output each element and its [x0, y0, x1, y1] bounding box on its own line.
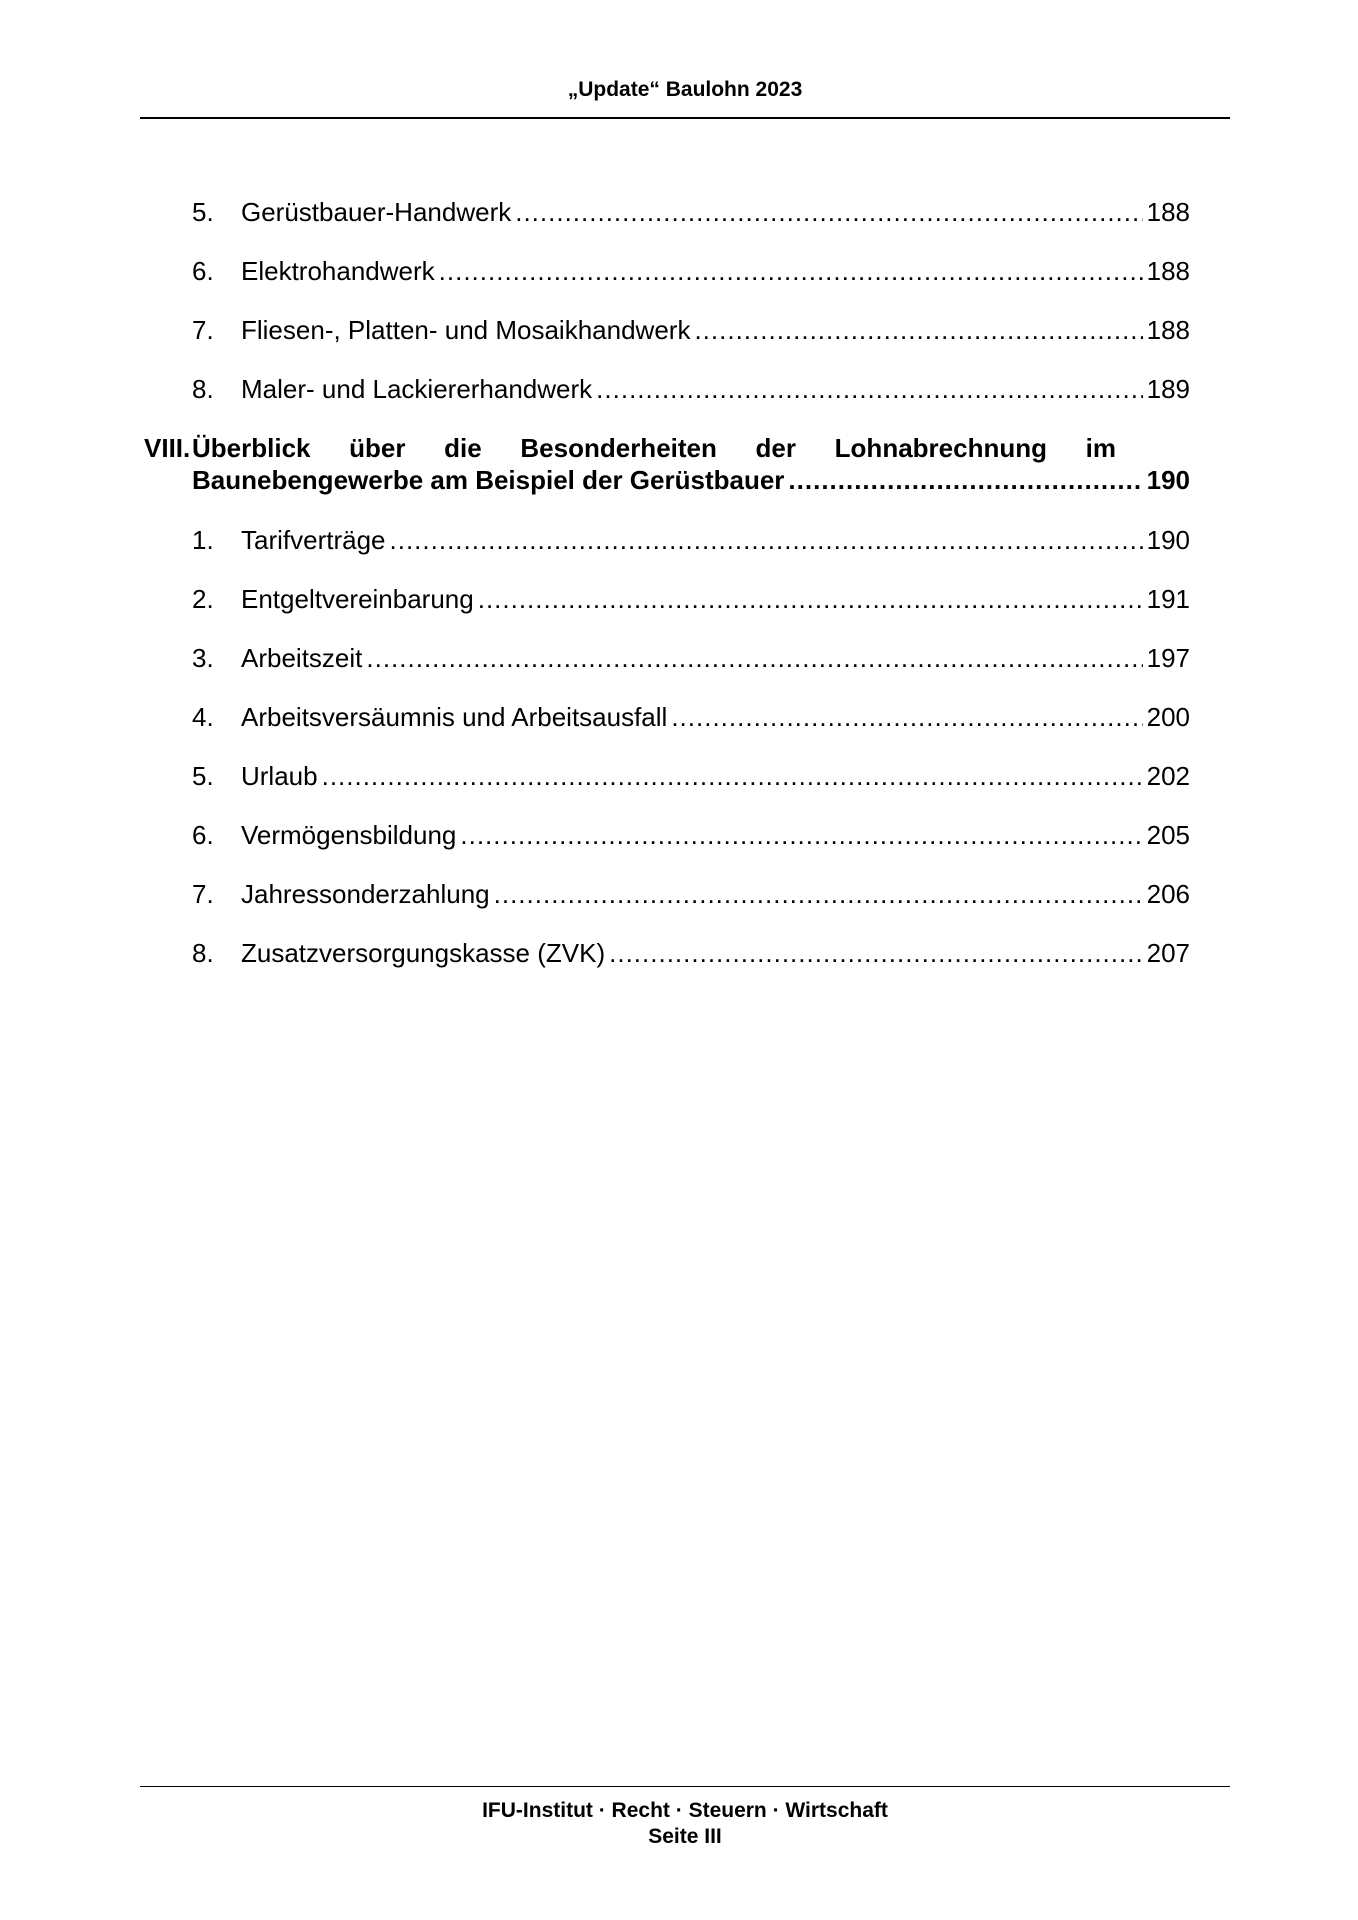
toc-entry-number: 7.	[192, 315, 214, 345]
toc-entry[interactable]	[140, 312, 1190, 348]
dot-leader	[390, 522, 1143, 558]
toc-entry-page: 188	[1146, 256, 1190, 286]
toc-entry[interactable]	[140, 817, 1190, 853]
toc-entry-page: 190	[1146, 525, 1190, 555]
toc-entry-number: 6.	[192, 820, 214, 850]
toc-entry-label: Arbeitszeit	[241, 643, 363, 673]
section-word: Besonderheiten	[520, 433, 717, 463]
toc-entry[interactable]	[140, 371, 1190, 407]
toc-entry-label: Arbeitsversäumnis und Arbeitsausfall	[241, 702, 668, 732]
toc-entry-label: Jahressonderzahlung	[241, 879, 490, 909]
toc-entry-label: Gerüstbauer-Handwerk	[241, 197, 512, 227]
dot-leader	[478, 581, 1143, 617]
section-word: die	[444, 433, 482, 463]
toc-section-number: VIII.	[144, 433, 191, 463]
toc-section-label: Baunebengewerbe am Beispiel der Gerüstbauer	[192, 465, 785, 495]
dot-leader	[788, 464, 1142, 496]
section-word: Lohnabrechnung	[834, 433, 1047, 463]
toc-entry-number: 5.	[192, 761, 214, 791]
toc-entry-number: 4.	[192, 702, 214, 732]
dot-leader	[460, 817, 1142, 853]
dot-leader	[671, 699, 1142, 735]
toc-entry[interactable]	[140, 640, 1190, 676]
toc-entry-page: 189	[1146, 374, 1190, 404]
toc-entry-label: Tarifverträge	[241, 525, 386, 555]
toc-entry[interactable]	[140, 935, 1190, 971]
toc-entry-number: 1.	[192, 525, 214, 555]
toc-entry-number: 7.	[192, 879, 214, 909]
dot-leader	[515, 194, 1142, 230]
footer-rule	[140, 1786, 1230, 1787]
toc-entry-label: Maler- und Lackiererhandwerk	[241, 374, 593, 404]
footer-publisher: IFU-Institut · Recht · Steuern · Wirtschaft	[482, 1799, 888, 1822]
toc-entry-page: 197	[1146, 643, 1190, 673]
toc-entry-page: 200	[1146, 702, 1190, 732]
toc-entry[interactable]	[140, 522, 1190, 558]
toc-entry-page: 207	[1146, 938, 1190, 968]
toc-entry-number: 8.	[192, 374, 214, 404]
toc-entry[interactable]	[140, 758, 1190, 794]
dot-leader	[694, 312, 1142, 348]
toc-entry[interactable]	[140, 253, 1190, 289]
dot-leader	[609, 935, 1142, 971]
toc-entry-number: 6.	[192, 256, 214, 286]
toc-section-title-line2	[192, 464, 1190, 496]
dot-leader	[494, 876, 1143, 912]
toc-entry-label: Fliesen-, Platten- und Mosaikhandwerk	[241, 315, 691, 345]
dot-leader	[322, 758, 1143, 794]
toc-entry-label: Zusatzversorgungskasse (ZVK)	[241, 938, 606, 968]
toc-entry[interactable]	[140, 581, 1190, 617]
toc-entry-page: 202	[1146, 761, 1190, 791]
toc-entry[interactable]	[140, 699, 1190, 735]
toc-section-title-line1	[192, 432, 1116, 464]
toc-entry-page: 206	[1146, 879, 1190, 909]
page-footer	[140, 1798, 1230, 1850]
page-header-title: „Update“ Baulohn 2023	[567, 78, 803, 101]
toc-entry-label: Urlaub	[241, 761, 318, 791]
toc-entry-label: Vermögensbildung	[241, 820, 457, 850]
section-word: Überblick	[192, 433, 311, 463]
section-word: über	[349, 433, 406, 463]
toc-entry-label: Entgeltvereinbarung	[241, 584, 474, 614]
toc-entry-number: 2.	[192, 584, 214, 614]
dot-leader	[439, 253, 1143, 289]
dot-leader	[366, 640, 1142, 676]
footer-page-number: Seite III	[648, 1825, 722, 1848]
toc-entry-page: 205	[1146, 820, 1190, 850]
dot-leader	[596, 371, 1142, 407]
toc-entry-page: 188	[1146, 315, 1190, 345]
section-word: der	[755, 433, 797, 463]
toc-entry-number: 5.	[192, 197, 214, 227]
toc-entry-number: 3.	[192, 643, 214, 673]
toc-entry-page: 191	[1146, 584, 1190, 614]
toc-entry[interactable]	[140, 876, 1190, 912]
header-rule	[140, 117, 1230, 119]
section-word: im	[1085, 433, 1116, 463]
toc-entry-number: 8.	[192, 938, 214, 968]
toc-entry-page: 188	[1146, 197, 1190, 227]
toc-entry[interactable]	[140, 194, 1190, 230]
toc-entry-label: Elektrohandwerk	[241, 256, 435, 286]
toc-section-page: 190	[1146, 465, 1190, 495]
